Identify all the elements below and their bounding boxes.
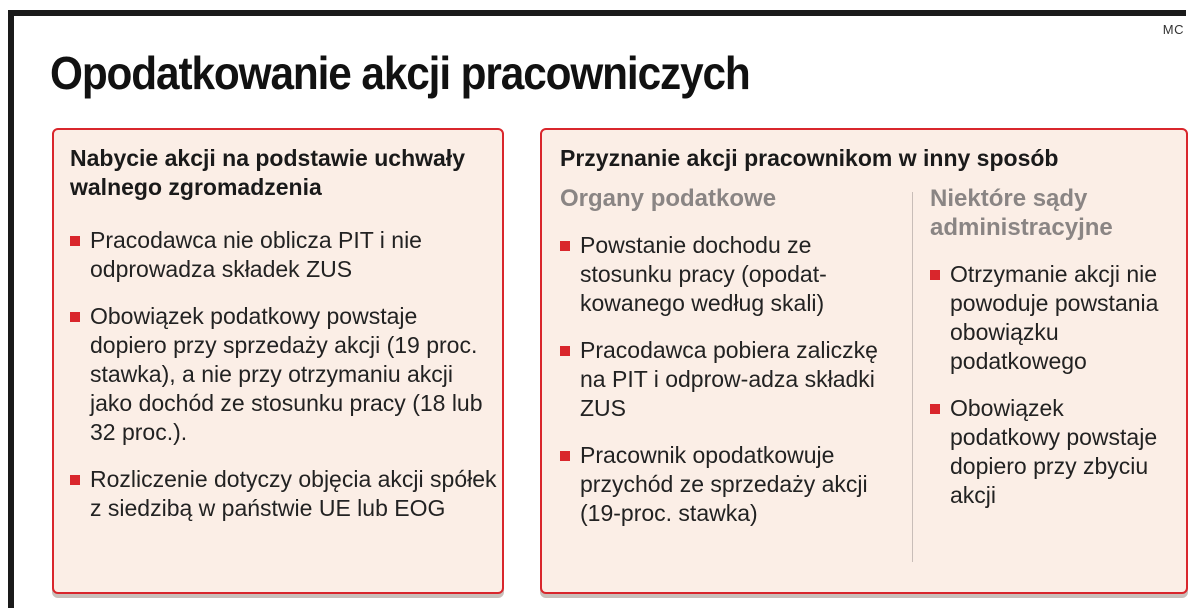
list-item-text: Otrzymanie akcji nie powoduje powstania obowiązku podatkowego <box>950 261 1159 374</box>
list-item <box>930 394 1180 510</box>
tax-authorities-subheading: Organy podatkowe <box>560 185 777 212</box>
list-item-text: Rozliczenie dotyczy objęcia akcji spółek z siedzibą w państwie UE lub EOG <box>90 466 497 521</box>
square-bullet-icon <box>70 475 80 485</box>
graphic-credit: MC <box>1162 22 1184 37</box>
list-item-text: Pracodawca nie oblicza PIT i nie odprowadza składek ZUS <box>90 227 422 282</box>
list-item <box>560 231 900 318</box>
square-bullet-icon <box>930 270 940 280</box>
square-bullet-icon <box>560 346 570 356</box>
courts-subheading: Niektóre sądy administracyjne <box>930 185 1113 241</box>
square-bullet-icon <box>70 312 80 322</box>
list-item-text: Pracodawca pobiera zaliczkę na PIT i odprow-adza składki ZUS <box>580 337 878 421</box>
left-panel <box>52 128 504 594</box>
list-item <box>70 226 500 284</box>
list-item-text: Powstanie dochodu ze stosunku pracy (opodat-kowanego według skali) <box>580 232 827 316</box>
list-item <box>70 465 500 523</box>
left-panel-list <box>70 226 500 541</box>
square-bullet-icon <box>560 451 570 461</box>
column-divider <box>912 192 913 562</box>
list-item-text: Obowiązek podatkowy powstaje dopiero przy sprzedaży akcji (19 proc. stawka), a nie przy otrzymaniu akcji jako dochód ze stosunku pracy (18 lub 32 proc.). <box>90 303 483 445</box>
page-title: Opodatkowanie akcji pracowniczych <box>50 47 750 99</box>
right-panel-heading: Przyznanie akcji pracownikom w inny sposób <box>560 145 1059 171</box>
list-item <box>70 302 500 447</box>
tax-authorities-list <box>560 231 900 528</box>
tax-authorities-column <box>560 184 900 546</box>
square-bullet-icon <box>560 241 570 251</box>
list-item-text: Obowiązek podatkowy powstaje dopiero przy zbyciu akcji <box>950 395 1158 508</box>
square-bullet-icon <box>70 236 80 246</box>
frame-top-rule <box>8 10 1186 16</box>
list-item <box>560 336 900 423</box>
square-bullet-icon <box>930 404 940 414</box>
courts-column <box>930 184 1180 528</box>
frame-left-rule <box>8 10 14 608</box>
courts-list <box>930 260 1180 510</box>
list-item-text: Pracownik opodatkowuje przychód ze sprzedaży akcji (19-proc. stawka) <box>580 442 868 526</box>
left-panel-heading: Nabycie akcji na podstawie uchwały walnego zgromadzenia <box>70 145 465 200</box>
right-panel <box>540 128 1188 594</box>
list-item <box>560 441 900 528</box>
list-item <box>930 260 1180 376</box>
